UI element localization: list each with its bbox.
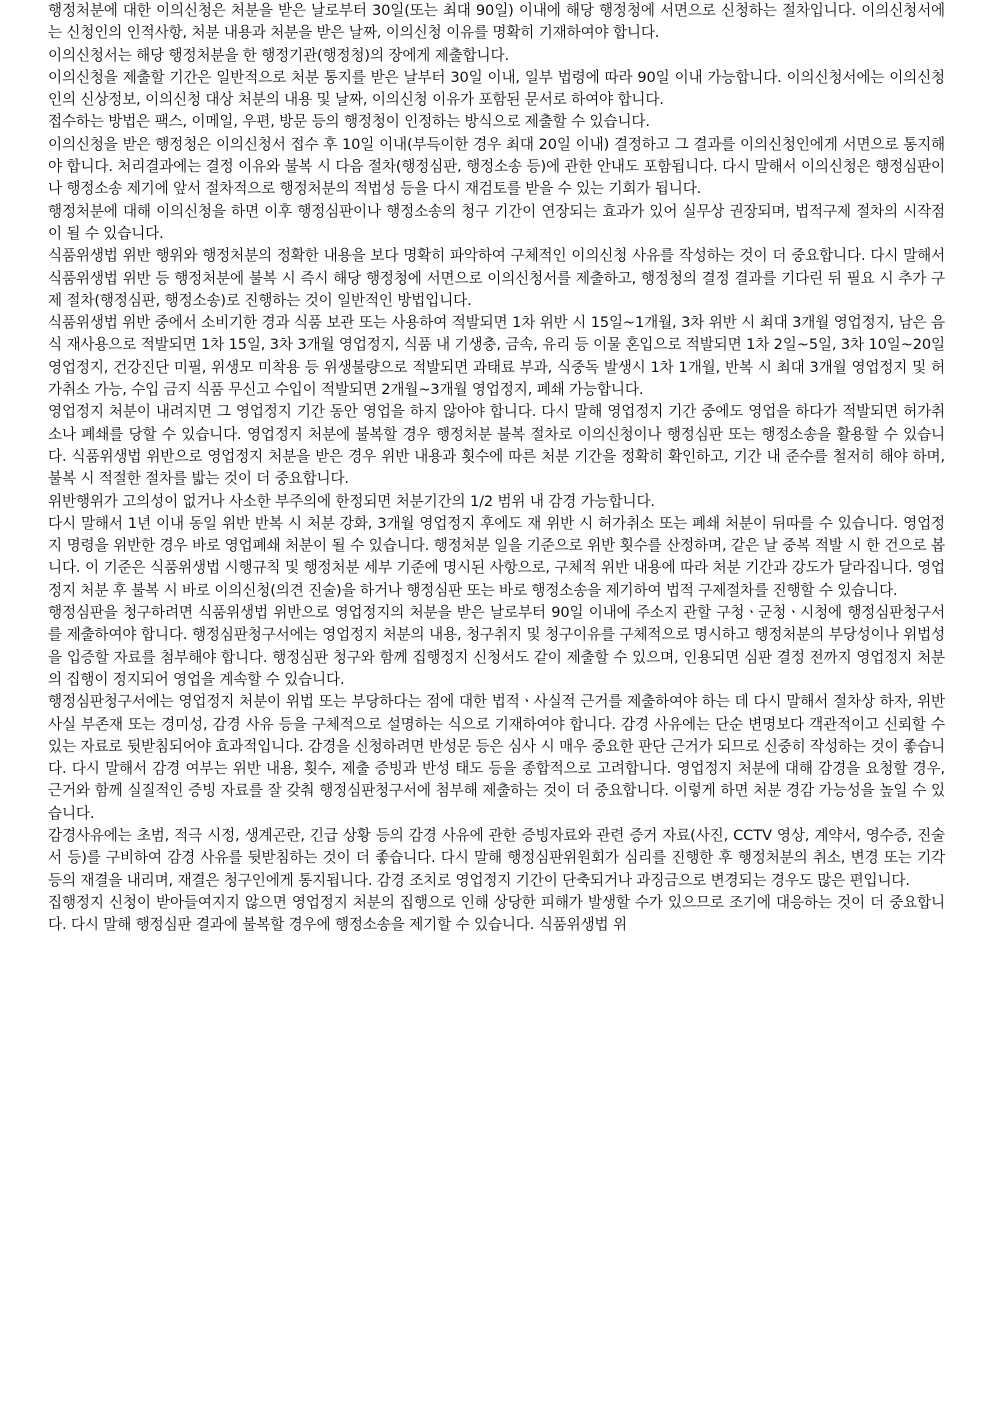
document-page <box>48 0 945 1403</box>
paragraph-decision-notice: 이의신청을 받은 행정청은 이의신청서 접수 후 10일 이내(부득이한 경우 최대 20일 이내) 결정하고 그 결과를 이의신청인에게 서면으로 통지해야 합니다. 처리결과에는 결정 이유와 불복 시 다음 절차(행정심판, 행정소송 등)에 관한 안내도 포함됩니다. 다시 말해서 이의신청은 행정심판이나 행정소송 제기에 앞서 절차적으로 행정처분의 적법성 등을 다시 재검토를 받을 수 있는 기회가 됩니다. <box>48 135 945 198</box>
paragraph-appeal-contents: 행정심판청구서에는 영업정지 처분이 위법 또는 부당하다는 점에 대한 법적ㆍ사실적 근거를 제출하여야 하는 데 다시 말해서 절차상 하자, 위반 사실 부존재 또는 경미성, 감경 사유 등을 구체적으로 설명하는 식으로 기재하여야 합니다. 감경 사유에는 단순 변명보다 객관적이고 신뢰할 수 있는 자료로 뒷받침되어야 효과적입니다. 감경을 신청하려면 반성문 등은 심사 시 매우 중요한 판단 근거가 되므로 신중히 작성하는 것이 좋습니다. 다시 말해서 감경 여부는 위반 내용, 횟수, 제출 증빙과 반성 태도 등을 종합적으로 고려합니다. 영업정지 처분에 대해 감경을 요청할 경우, 근거와 함께 실질적인 증빙 자료를 잘 갖춰 행정심판청구서에 첨부해 제출하는 것이 더 중요합니다. 이렇게 하면 처분 경감 가능성을 높일 수 있습니다. <box>48 693 945 822</box>
paragraph-reduction-range: 위반행위가 고의성이 없거나 사소한 부주의에 한정되면 처분기간의 1/2 범위 내 감경 가능합니다. <box>48 492 655 510</box>
paragraph-administrative-appeal: 행정심판을 청구하려면 식품위생법 위반으로 영업정지의 처분을 받은 날로부터 90일 이내에 주소지 관할 구청ㆍ군청ㆍ시청에 행정심판청구서를 제출하여야 합니다. 행정심판청구서에는 영업정지 처분의 내용, 청구취지 및 청구이유를 구체적으로 명시하고 행정처분의 부당성이나 위법성을 입증할 자료를 첨부해야 합니다. 행정심판 청구와 함께 집행정지 신청서도 같이 제출할 수 있으며, 인용되면 심판 결정 전까지 영업정지 처분의 집행이 정지되어 영업을 계속할 수 있습니다. <box>48 604 945 688</box>
paragraph-filing-period: 이의신청을 제출할 기간은 일반적으로 처분 통지를 받은 날부터 30일 이내, 일부 법령에 따라 90일 이내 가능합니다. 이의신청서에는 이의신청인의 신상정보, 이의신청 대상 처분의 내용 및 날짜, 이의신청 이유가 포함된 문서로 하여야 합니다. <box>48 68 945 109</box>
paragraph-effect-of-objection: 행정처분에 대해 이의신청을 하면 이후 행정심판이나 행정소송의 청구 기간이 연장되는 효과가 있어 실무상 권장되며, 법적구제 절차의 시작점이 될 수 있습니다. <box>48 202 945 242</box>
paragraph-stay-of-execution: 집행정지 신청이 받아들여지지 않으면 영업정지 처분의 집행으로 인해 상당한 피해가 발생할 수가 있으므로 조기에 대응하는 것이 더 중요합니다. 다시 말해 행정심판 결과에 불복할 경우에 행정소송을 제기할 수 있습니다. 식품위생법 위 <box>48 893 945 934</box>
paragraph-objection-overview: 행정처분에 대한 이의신청은 처분을 받은 날로부터 30일(또는 최대 90일) 이내에 해당 행정청에 서면으로 신청하는 절차입니다. 이의신청서에는 신청인의 인적사항, 처분 내용과 처분을 받은 날짜, 이의신청 이유를 명확히 기재하여야 합니다. <box>48 2 945 42</box>
paragraph-business-suspension: 영업정지 처분이 내려지면 그 영업정지 기간 동안 영업을 하지 않아야 합니다. 다시 말해 영업정지 기간 중에도 영업을 하다가 적발되면 허가취소나 폐쇄를 당할 수 있습니다. 영업정지 처분에 불복할 경우 행정처분 불복 절차로 이의신청이나 행정심판 또는 행정소송을 활용할 수 있습니다. 식품위생법 위반으로 영업정지 처분을 받은 경우 위반 내용과 횟수에 따른 처분 기간을 정확히 확인하고, 기간 내 준수를 철저히 해야 하며, 불복 시 적절한 절차를 밟는 것이 더 중요합니다. <box>48 403 945 488</box>
paragraph-mitigating-evidence: 감경사유에는 초범, 적극 시정, 생계곤란, 긴급 상황 등의 감경 사유에 관한 증빙자료와 관련 증거 자료(사진, CCTV 영상, 계약서, 영수증, 진술서 등)를 구비하여 감경 사유를 뒷받침하는 것이 더 좋습니다. 다시 말해 행정심판위원회가 심리를 진행한 후 행정처분의 취소, 변경 또는 기각 등의 재결을 내리며, 재결은 청구인에게 통지됩니다. 감경 조치로 영업정지 기간이 단축되거나 과징금으로 변경되는 경우도 많은 편입니다. <box>48 826 945 889</box>
paragraph-violation-penalties: 식품위생법 위반 중에서 소비기한 경과 식품 보관 또는 사용하여 적발되면 1차 위반 시 15일~1개월, 3차 위반 시 최대 3개월 영업정지, 남은 음식 재사용으로 적발되면 1차 15일, 3차 3개월 영업정지, 식품 내 기생충, 금속, 유리 등 이물 혼입으로 적발되면 1차 2일~5일, 3차 10일~20일 영업정지, 건강진단 미필, 위생모 미착용 등 위생불량으로 적발되면 과태료 부과, 식중독 발생시 1차 1개월, 반복 시 최대 3개월 영업정지 및 허가취소 가능, 수입 금지 식품 무신고 수입이 적발되면 2개월~3개월 영업정지, 폐쇄 가능합니다. <box>48 314 945 399</box>
paragraph-food-sanitation-grounds: 식품위생법 위반 행위와 행정처분의 정확한 내용을 보다 명확히 파악하여 구체적인 이의신청 사유를 작성하는 것이 더 중요합니다. 다시 말해서 식품위생법 위반 등 행정처분에 불복 시 즉시 해당 행정청에 서면으로 이의신청서를 제출하고, 행정청의 결정 결과를 기다린 뒤 필요 시 추가 구제 절차(행정심판, 행정소송)로 진행하는 것이 일반적인 방법입니다. <box>48 247 945 309</box>
paragraph-submission-methods: 접수하는 방법은 팩스, 이메일, 우편, 방문 등의 행정청이 인정하는 방식으로 제출할 수 있습니다. <box>48 113 650 131</box>
paragraph-repeat-violations: 다시 말해서 1년 이내 동일 위반 반복 시 처분 강화, 3개월 영업정지 후에도 재 위반 시 허가취소 또는 폐쇄 처분이 뒤따를 수 있습니다. 영업정지 명령을 위반한 경우 바로 영업폐쇄 처분이 될 수 있습니다. 행정처분 일을 기준으로 위반 횟수를 산정하며, 같은 날 중복 적발 시 한 건으로 봅니다. 이 기준은 식품위생법 시행규칙 및 행정처분 세부 기준에 명시된 사항으로, 구체적 위반 내용에 따라 처분 기간과 강도가 달라집니다. 영업정지 처분 후 불복 시 바로 이의신청(의견 진술)을 하거나 행정심판 또는 바로 행정소송을 제기하여 법적 구제절차를 진행할 수 있습니다. <box>48 514 945 599</box>
paragraph-submit-to: 이의신청서는 해당 행정처분을 한 행정기관(행정청)의 장에게 제출합니다. <box>48 46 509 64</box>
